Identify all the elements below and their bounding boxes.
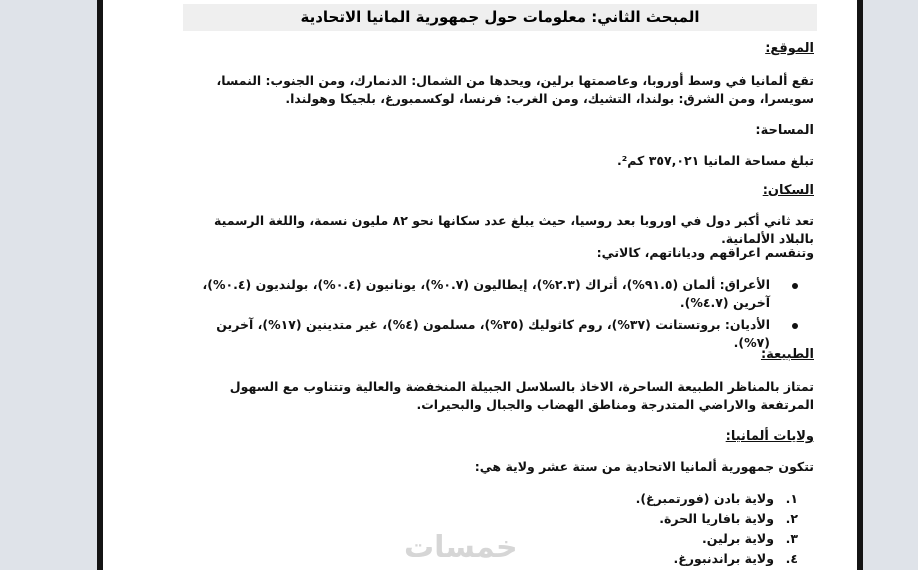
document-page [103, 0, 857, 570]
list-number: ٣. [785, 531, 798, 546]
document-title: المبحث الثاني: معلومات حول جمهورية المانيا الاتحادية [300, 8, 700, 26]
nature-text: تمتاز بالمناظر الطبيعة الساحرة، الاخاذ بالسلاسل الجبيلة المنخفضة والعالية وتتناوب مع السهول المرتفعة والاراضي المتدرجة ومناطق الهضاب والجبال والبحيرات. [229, 379, 814, 412]
watermark-logo: خمسات [404, 530, 518, 565]
list-label: ولاية بافاريا الحرة. [659, 511, 774, 526]
list-label: ولاية بادن (فورتمبرغ). [635, 491, 774, 506]
states-text: تتكون جمهورية ألمانيا الاتحادية من ستة عشر ولاية هي: [474, 459, 814, 474]
heading-states: ولايات ألمانيا: [725, 429, 814, 444]
heading-area: المساحة: [755, 123, 814, 138]
heading-nature: الطبيعة: [760, 347, 814, 362]
list-label: ولاية برلين. [702, 531, 774, 546]
list-item [196, 510, 814, 528]
list-item-religions [196, 316, 814, 352]
ethnicities-text: الأعراق: ألمان (٩١.٥%)، أتراك (٢.٣%)، إيطاليون (٠.٧%)، يونانيون (٠.٤%)، بولنديون (٠.٤%)، آخرين (٤.٧%). [202, 277, 770, 310]
bullet-icon [792, 323, 798, 329]
list-number: ٢. [785, 511, 798, 526]
page-border-right [857, 0, 863, 570]
list-number: ٤. [785, 551, 798, 566]
area-text: تبلغ مساحة المانيا ٣٥٧,٠٢١ كم². [617, 153, 814, 168]
location-text: تقع ألمانيا في وسط أوروبا، وعاصمتها برلين، ويحدها من الشمال: الدنمارك، ومن الجنوب: النمسا، سويسرا، ومن الشرق: بولندا، التشيك، ومن الغرب: فرنسا، لوكسمبورغ، بلجيكا وهولندا. [216, 73, 814, 106]
list-number: ١. [785, 491, 798, 506]
heading-location: الموقع: [765, 41, 814, 56]
population-text: تعد ثاني أكبر دول في اوروبا بعد روسيا، حيث يبلغ عدد سكانها نحو ٨٢ مليون نسمة، واللغة الرسمية بالبلاد الألمانية. [214, 213, 814, 246]
list-item [196, 490, 814, 508]
religions-text: الأديان: بروتستانت (٣٧%)، روم كاثوليك (٣٥%)، مسلمون (٤%)، غير متدينين (١٧%)، آخرين (٧%). [216, 317, 770, 350]
population-intro: وتنقسم اعراقهم ودياناتهم، كالاتي: [596, 245, 814, 260]
heading-population: السكان: [762, 183, 814, 198]
bullet-icon [792, 283, 798, 289]
list-label: ولاية براندنبورغ. [673, 551, 774, 566]
list-item-ethnicities [196, 276, 814, 312]
